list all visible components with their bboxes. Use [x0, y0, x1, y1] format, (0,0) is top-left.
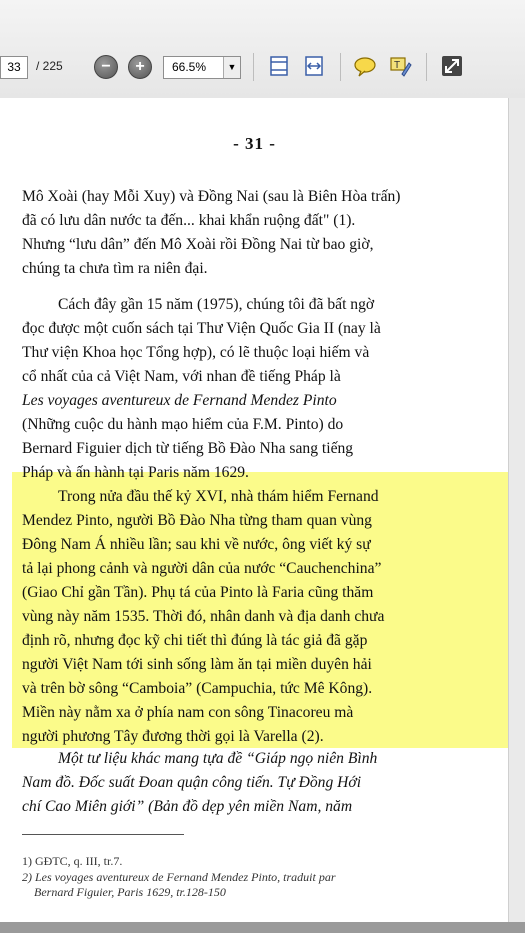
text-line: chúng ta chưa tìm ra niên đại. — [22, 260, 208, 277]
page-number-input[interactable]: 33 — [0, 56, 28, 79]
text-line: Pháp và ấn hành tại Paris năm 1629. — [22, 464, 249, 481]
text-line: và trên bờ sông “Camboia” (Campuchia, tức Mê Kông). — [22, 680, 373, 697]
page-total-label: / 225 — [36, 59, 63, 73]
text-line: đã có lưu dân nước ta đến... khai khẩn ruộng đất" (1). — [22, 212, 356, 229]
footnote-2: 2) Les voyages aventureux de Fernand Mendez Pinto, traduit par — [22, 870, 336, 884]
toolbar-divider — [253, 53, 254, 81]
text-line: Mô Xoài (hay Mỗi Xuy) và Đồng Nai (sau là Biên Hòa trấn) — [22, 188, 401, 205]
toolbar-divider — [426, 53, 427, 81]
text-line: định rõ, nhưng đọc kỹ chi tiết thì đúng là tác giả đã gặp — [22, 632, 368, 649]
page-number: - 31 - — [233, 134, 276, 153]
zoom-value: 66.5% — [172, 60, 207, 74]
fit-page-icon[interactable] — [267, 54, 291, 78]
document-page — [0, 98, 509, 933]
text-line: cổ nhất của cả Việt Nam, với nhan đề tiếng Pháp là — [22, 368, 341, 385]
status-bar — [0, 922, 525, 933]
text-line: vùng này năm 1535. Thời đó, nhân danh và địa danh chưa — [22, 608, 385, 625]
fullscreen-icon[interactable] — [440, 54, 464, 78]
fit-width-icon[interactable] — [302, 54, 326, 78]
zoom-in-button[interactable]: + — [128, 55, 152, 79]
text-line: Cách đây gần 15 năm (1975), chúng tôi đã bất ngờ — [58, 296, 375, 313]
text-line: Miền này nằm xa ở phía nam con sông Tinacoreu mà — [22, 704, 354, 721]
text-line: đọc được một cuốn sách tại Thư Viện Quốc Gia II (nay là — [22, 320, 381, 337]
text-line: Nam đồ. Đốc suất Đoan quận công tiến. Tự Đồng Hới — [22, 774, 362, 791]
toolbar-row — [0, 50, 525, 84]
text-line: Trong nửa đầu thế kỷ XVI, nhà thám hiểm Fernand — [58, 488, 379, 505]
text-line-title: Les voyages aventureux de Fernand Mendez Pinto — [22, 392, 337, 409]
toolbar-divider — [340, 53, 341, 81]
footnote-1: 1) GĐTC, q. III, tr.7. — [22, 854, 123, 868]
text-line: Nhưng “lưu dân” đến Mô Xoài rồi Đồng Nai từ bao giờ, — [22, 236, 374, 253]
text-line: tả lại phong cảnh và người dân của nước “Cauchenchina” — [22, 560, 382, 577]
footnote-2-continued: Bernard Figuier, Paris 1629, tr.128-150 — [34, 885, 226, 899]
footnote-divider — [22, 834, 184, 835]
text-line: Một tư liệu khác mang tựa đề “Giáp ngọ niên Bình — [58, 750, 378, 767]
text-line: (Những cuộc du hành mạo hiểm của F.M. Pinto) do — [22, 416, 344, 433]
svg-text:T: T — [394, 60, 401, 71]
text-line: Đông Nam Á nhiều lần; sau khi về nước, ông viết ký sự — [22, 536, 371, 553]
comment-icon[interactable] — [353, 54, 377, 78]
highlight-text-icon[interactable] — [388, 54, 412, 78]
text-line: Mendez Pinto, người Bồ Đào Nha từng tham quan vùng — [22, 512, 372, 529]
text-line: chí Cao Miên giới” (Bản đồ dẹp yên miền Nam, năm — [22, 798, 353, 815]
text-line: Thư viện Khoa học Tổng hợp), có lẽ thuộc loại hiếm và — [22, 344, 370, 361]
zoom-select[interactable] — [163, 56, 241, 79]
pdf-toolbar — [0, 0, 525, 99]
text-line: (Giao Chỉ gần Tần). Phụ tá của Pinto là Faria cũng thăm — [22, 584, 374, 601]
text-line: người phương Tây đương thời gọi là Varella (2). — [22, 728, 324, 745]
text-line: người Việt Nam tới sinh sống làm ăn tại miền duyên hải — [22, 656, 372, 673]
vertical-scrollbar[interactable] — [508, 98, 525, 933]
zoom-out-button[interactable]: − — [94, 55, 118, 79]
text-line: Bernard Figuier dịch từ tiếng Bồ Đào Nha sang tiếng — [22, 440, 354, 457]
chevron-down-icon[interactable]: ▼ — [223, 57, 240, 78]
